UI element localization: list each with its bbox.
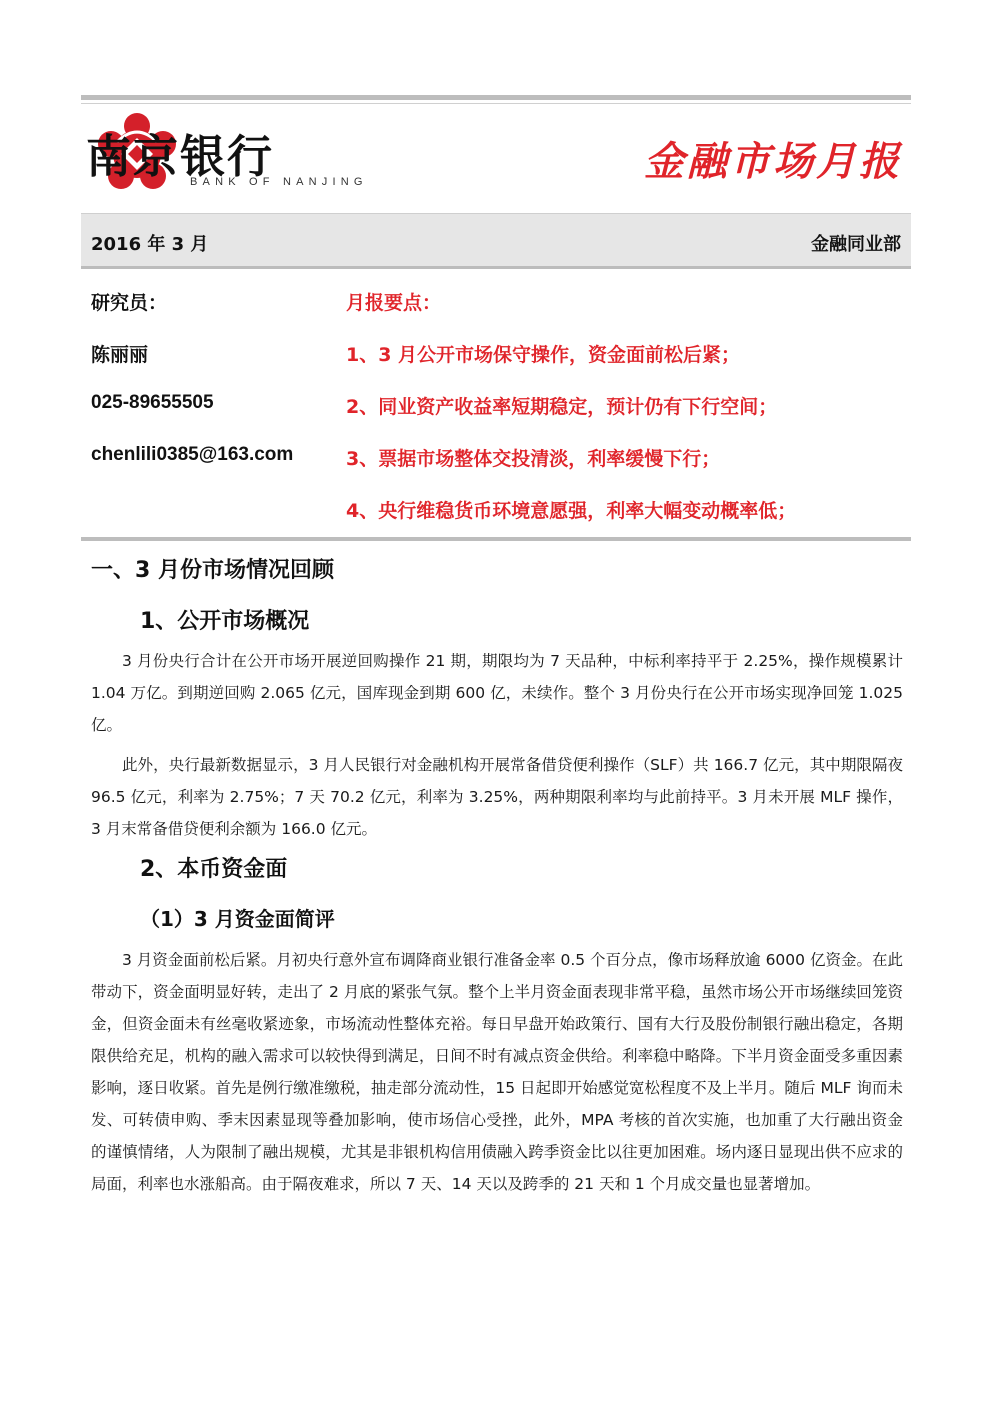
section-divider	[81, 537, 911, 541]
report-date: 2016 年 3 月	[91, 234, 209, 255]
researcher-label: 研究员：	[91, 293, 168, 314]
department-name: 金融同业部	[811, 234, 901, 255]
highlights-label: 月报要点：	[346, 292, 442, 314]
paragraph: 此外，央行最新数据显示，3 月人民银行对金融机构开展常备借贷便利操作（SLF）共 166.7 亿元，其中期限隔夜 96.5 亿元，利率为 2.75%；7 天 70.2 亿元，利率为 3.25%，两种期限利率均与此前持平。3 月未开展 MLF 操作，3 月末常备借贷便利余额为 166.0 亿元。	[91, 756, 903, 838]
logo-english-name: BANK OF NANJING	[190, 176, 368, 188]
highlight-item: 3、票据市场整体交投清淡，利率缓慢下行；	[346, 448, 721, 470]
subsection-heading: 1、公开市场概况	[140, 609, 310, 634]
subsubsection-heading: （1）3 月资金面简评	[140, 907, 335, 931]
researcher-name: 陈丽丽	[91, 345, 149, 366]
logo-chinese-name: 南京银行	[86, 130, 275, 183]
highlight-item: 4、央行维稳货币环境意愿强，利率大幅变动概率低；	[346, 500, 797, 522]
band-shadow	[81, 266, 911, 269]
researcher-phone: 025-89655505	[91, 392, 214, 413]
subsection-heading: 2、本币资金面	[140, 857, 288, 882]
report-title: 金融市场月报	[644, 138, 902, 185]
highlight-item: 2、同业资产收益率短期稳定，预计仍有下行空间；	[346, 396, 778, 418]
paragraph-block	[91, 645, 903, 845]
top-rule-thin	[81, 103, 911, 104]
highlight-item: 1、3 月公开市场保守操作，资金面前松后紧；	[346, 344, 741, 366]
paragraph: 3 月份央行合计在公开市场开展逆回购操作 21 期，期限均为 7 天品种，中标利率持平于 2.25%，操作规模累计 1.04 万亿。到期逆回购 2.065 亿元，国库现金到期 600 亿，未续作。整个 3 月份央行在公开市场实现净回笼 1.025 亿。	[91, 652, 903, 734]
paragraph-block	[91, 944, 903, 1200]
paragraph: 3 月资金面前松后紧。月初央行意外宣布调降商业银行准备金率 0.5 个百分点，像市场释放逾 6000 亿资金。在此带动下，资金面明显好转，走出了 2 月底的紧张气氛。整个上半月资金面表现非常平稳，虽然市场公开市场继续回笼资金，但资金面未有丝毫收紧迹象，市场流动性整体充裕。每日早盘开始政策行、国有大行及股份制银行融出稳定，各期限供给充足，机构的融入需求可以较快得到满足，日间不时有减点资金供给。利率稳中略降。下半月资金面受多重因素影响，逐日收紧。首先是例行缴准缴税，抽走部分流动性，15 日起即开始感觉宽松程度不及上半月。随后 MLF 询而未发、可转债申购、季末因素显现等叠加影响，使市场信心受挫，此外，MPA 考核的首次实施，也加重了大行融出资金的谨慎情绪，人为限制了融出规模，尤其是非银机构信用债融入跨季资金比以往更加困难。场内逐日显现出供不应求的局面，利率也水涨船高。由于隔夜难求，所以 7 天、14 天以及跨季的 21 天和 1 个月成交量也显著增加。	[91, 951, 903, 1193]
top-rule	[81, 95, 911, 100]
researcher-email: chenlili0385@163.com	[91, 444, 294, 465]
date-band	[81, 213, 911, 268]
section-heading: 一、3 月份市场情况回顾	[91, 558, 334, 583]
